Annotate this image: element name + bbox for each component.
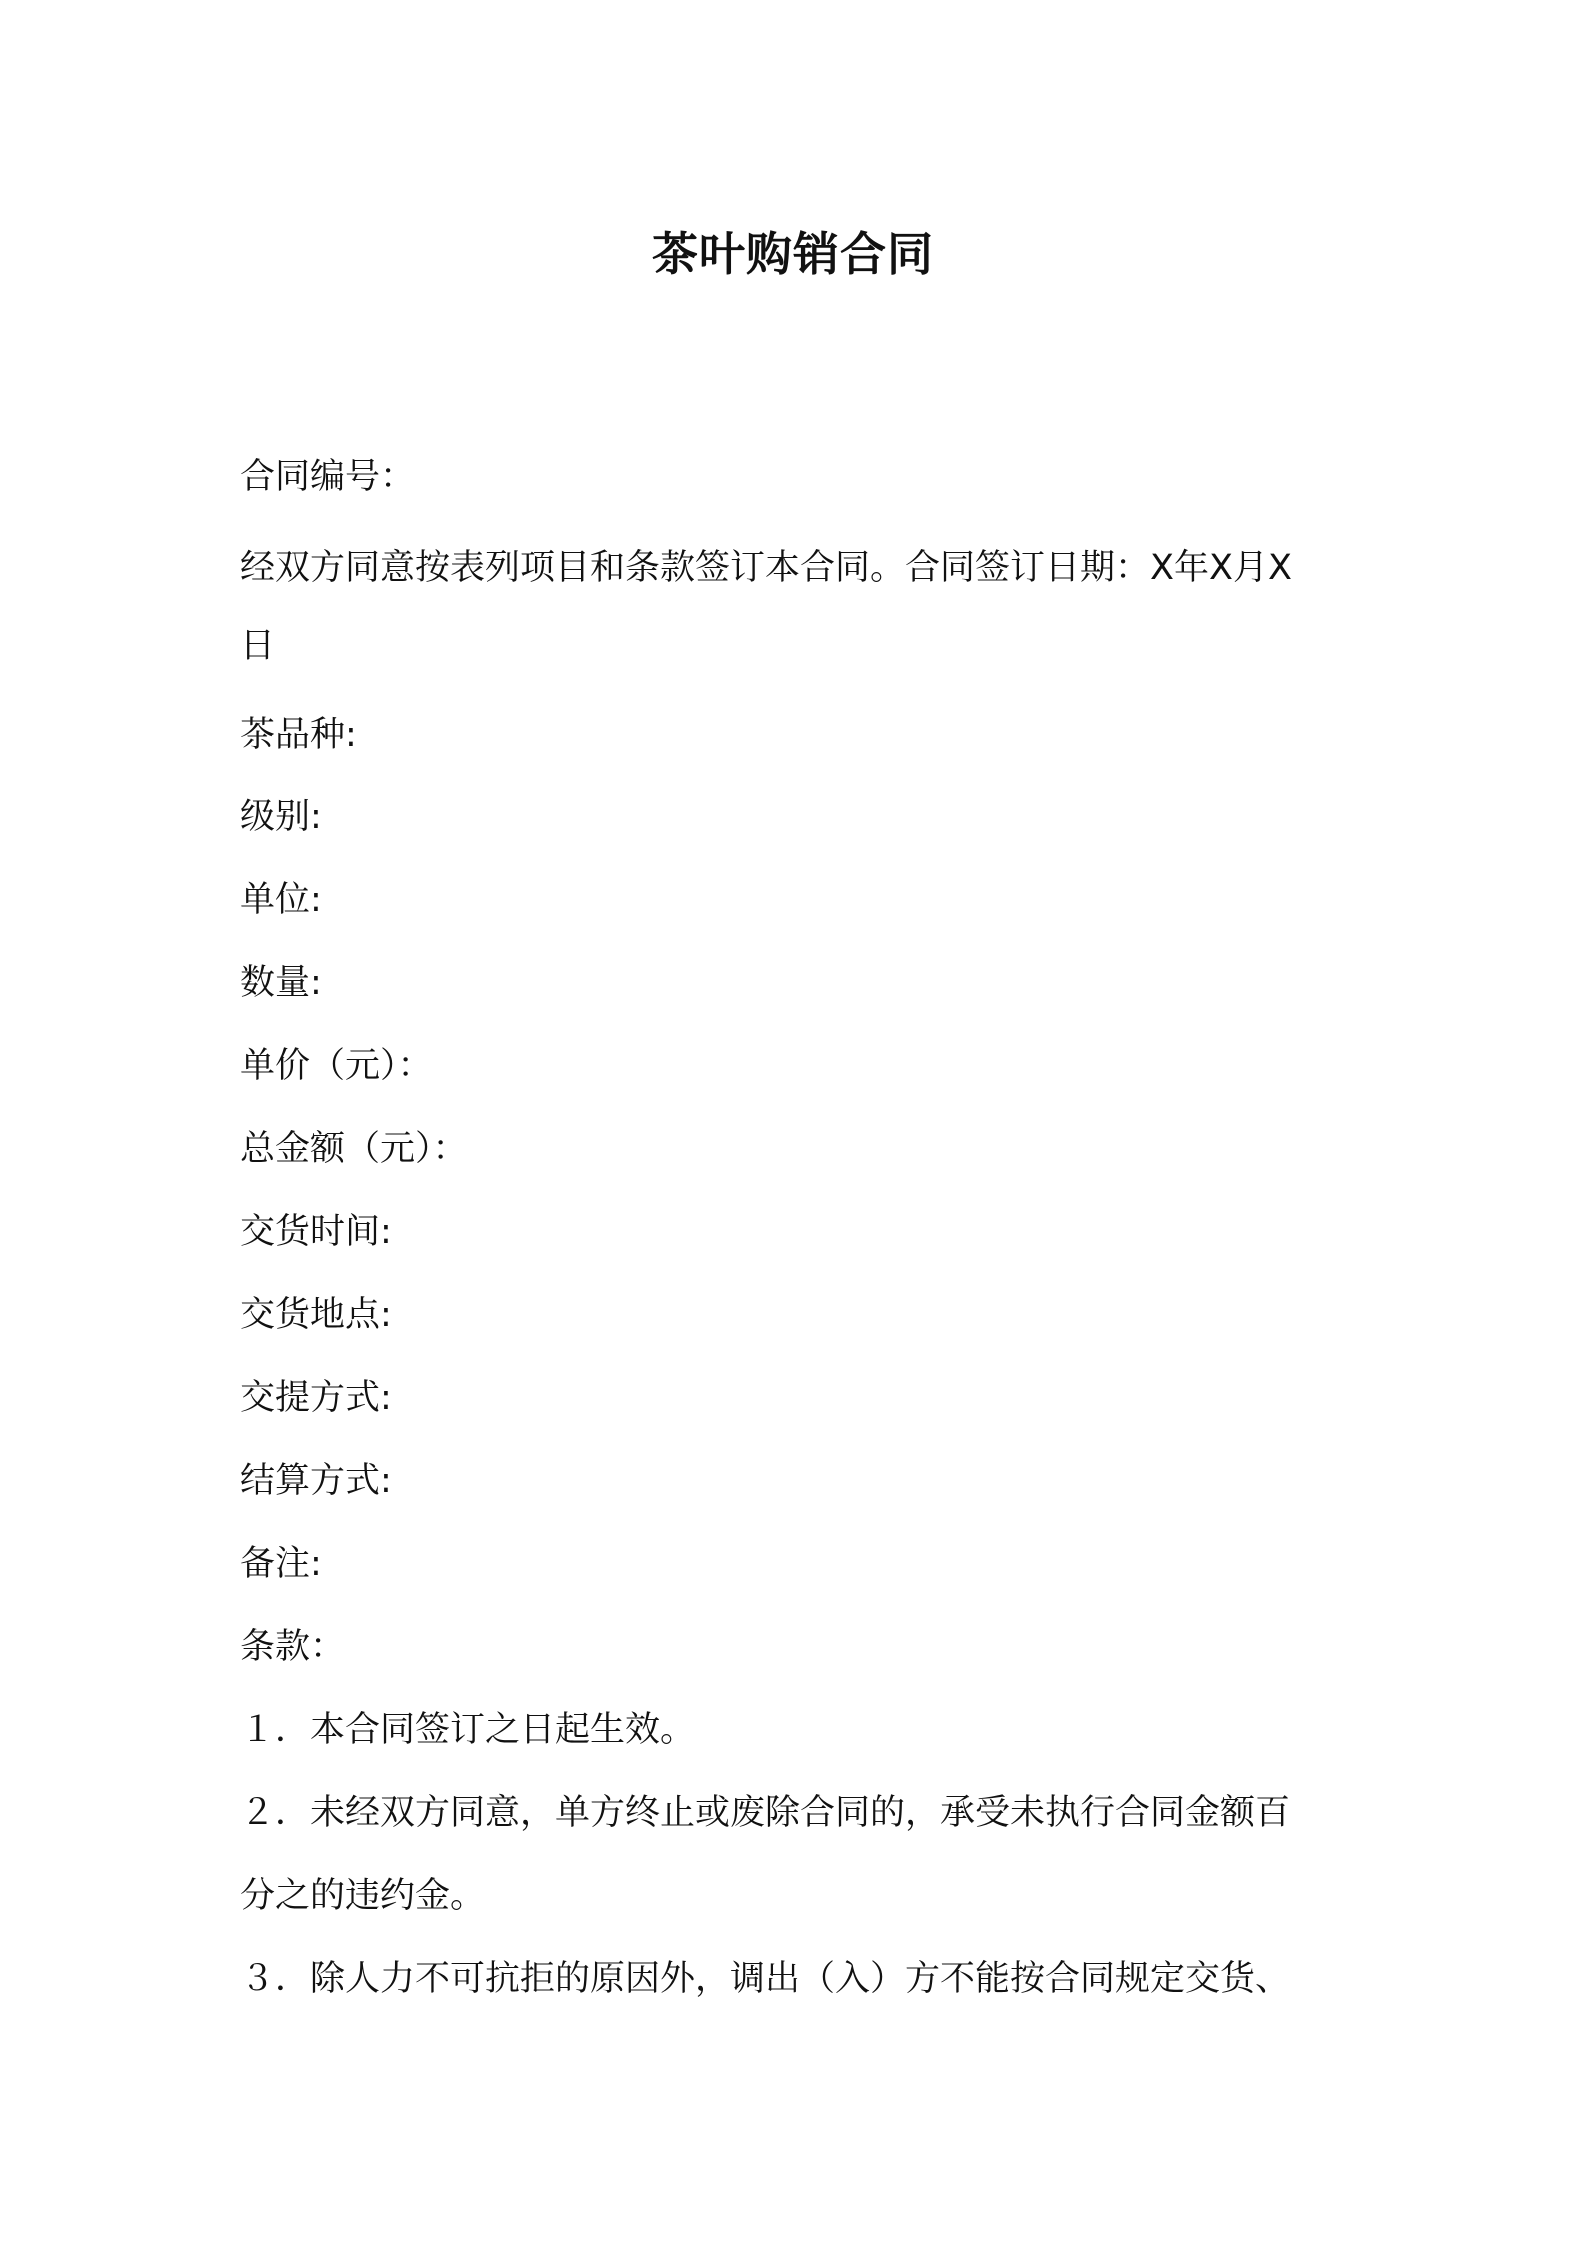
field-total-amount: 总金额（元）：	[240, 1129, 468, 1169]
clause-3-line-1: ３．除人力不可抗拒的原因外，调出（入）方不能按合同规定交货、	[240, 1959, 1291, 1999]
field-delivery-time: 交货时间:	[240, 1212, 392, 1252]
field-quantity: 数量:	[240, 963, 322, 1003]
clause-2-line-1: ２．未经双方同意，单方终止或废除合同的，承受未执行合同金额百	[240, 1793, 1291, 1833]
field-unit: 单位:	[240, 880, 322, 920]
field-remarks: 备注:	[240, 1544, 322, 1584]
field-unit-price: 单价（元）：	[240, 1046, 433, 1086]
intro-text-line-1: 经双方同意按表列项目和条款签订本合同。合同签订日期：X年X月X	[240, 548, 1292, 588]
clause-2-line-2: 分之的违约金。	[240, 1876, 486, 1916]
field-grade: 级别:	[240, 797, 322, 837]
intro-text-line-2: 日	[240, 626, 276, 666]
field-terms-heading: 条款：	[240, 1627, 346, 1667]
document-title: 茶叶购销合同	[652, 227, 934, 281]
field-tea-variety: 茶品种:	[240, 715, 357, 755]
field-settlement-method: 结算方式:	[240, 1461, 392, 1501]
contract-number-label: 合同编号：	[240, 457, 416, 497]
clause-1: １．本合同签订之日起生效。	[240, 1710, 696, 1750]
field-delivery-place: 交货地点:	[240, 1295, 392, 1335]
field-delivery-method: 交提方式:	[240, 1378, 392, 1418]
